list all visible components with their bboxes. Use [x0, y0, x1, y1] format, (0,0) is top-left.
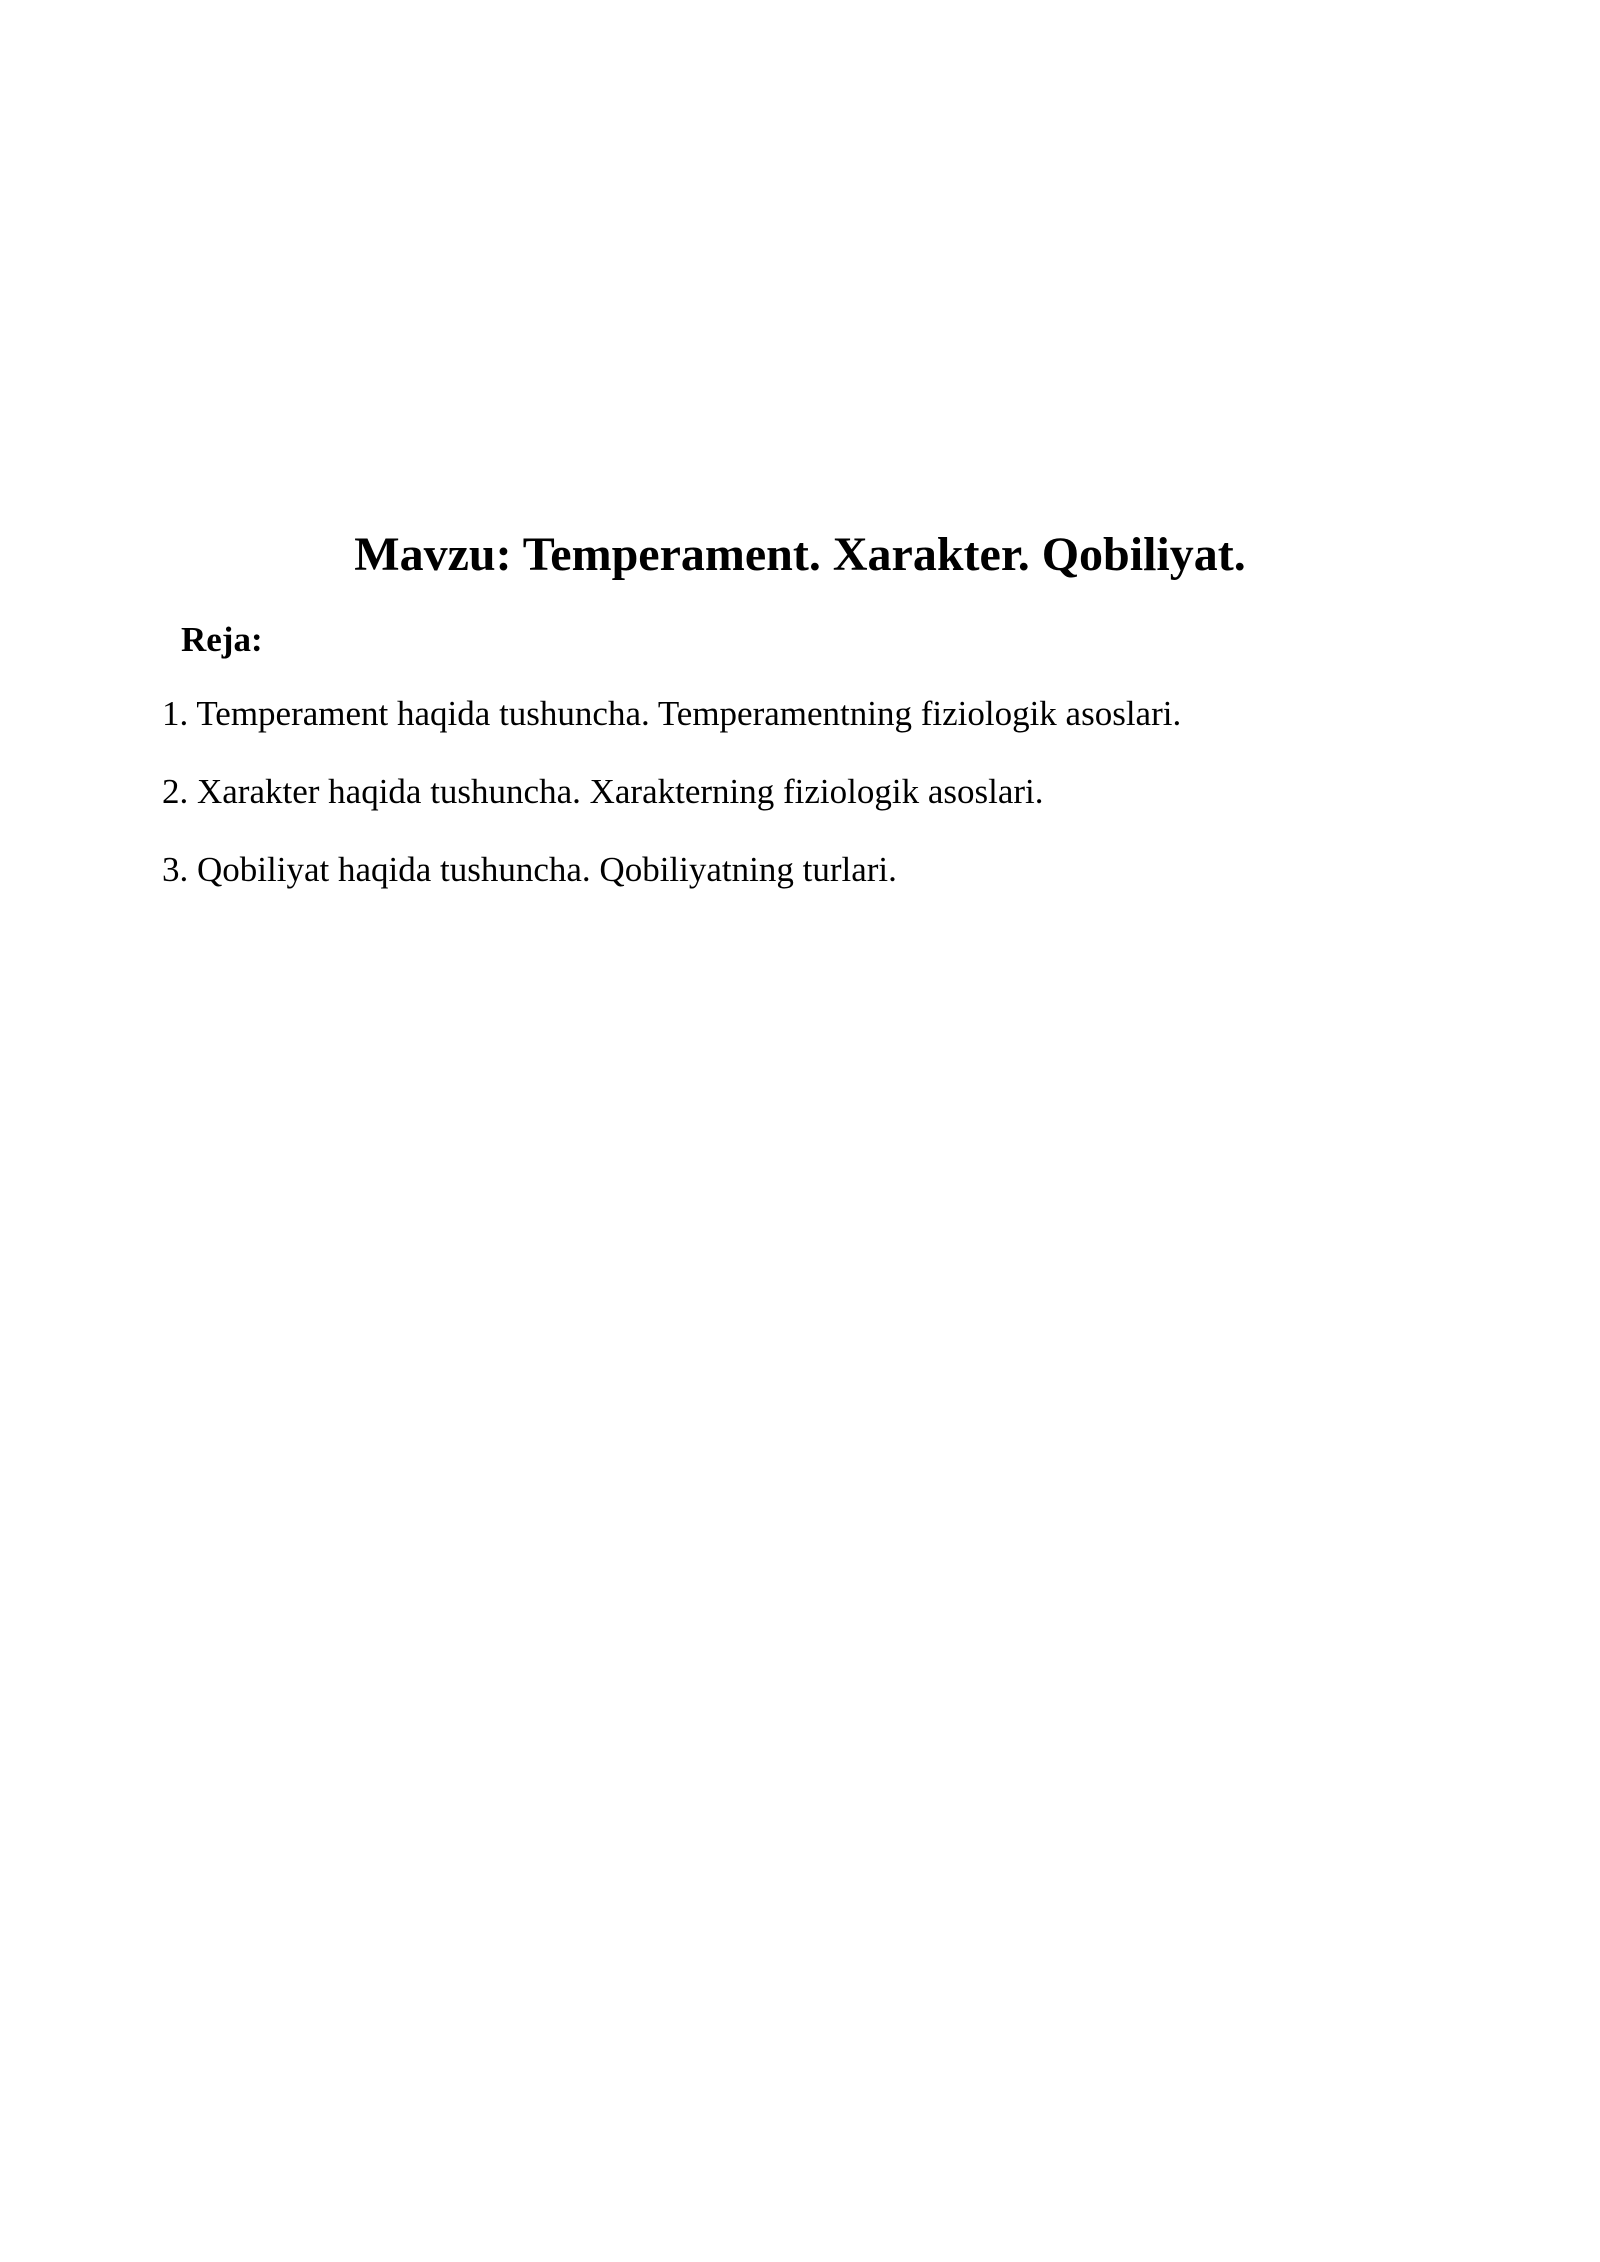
plan-item-1: 1. Temperament haqida tushuncha. Temperamentning fiziologik asoslari. [162, 694, 1182, 733]
plan-item-3: 3. Qobiliyat haqida tushuncha. Qobiliyatning turlari. [162, 850, 897, 889]
plan-item-2: 2. Xarakter haqida tushuncha. Xarakterning fiziologik asoslari. [162, 772, 1044, 811]
plan-heading: Reja: [181, 620, 263, 659]
plan-list [162, 692, 1522, 926]
page-title: Mavzu: Temperament. Xarakter. Qobiliyat. [354, 528, 1246, 581]
